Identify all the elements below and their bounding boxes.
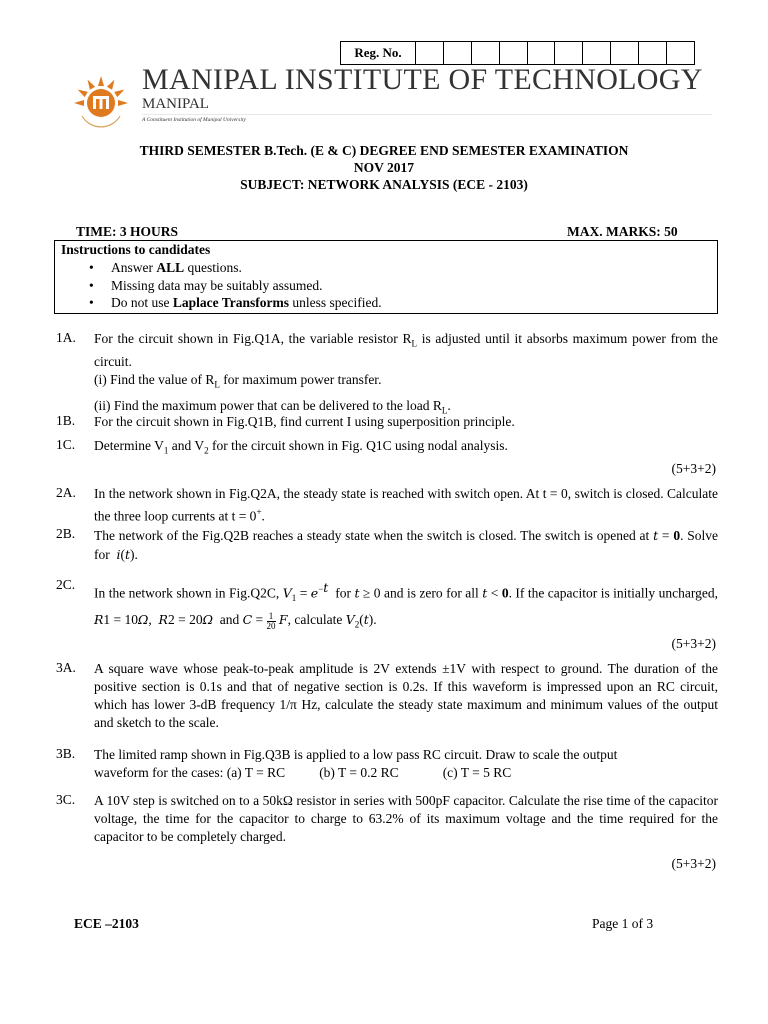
- reg-no-box: [340, 41, 695, 65]
- reg-no-cell: [472, 42, 500, 64]
- instruction-item: • Missing data may be suitably assumed.: [111, 277, 382, 295]
- institute-name: MANIPAL INSTITUTE OF TECHNOLOGY: [142, 63, 703, 96]
- reg-no-cell: [611, 42, 639, 64]
- instructions-title: Instructions to candidates: [61, 242, 211, 257]
- question-number: 2A.: [56, 485, 76, 500]
- reg-no-cell: [528, 42, 556, 64]
- reg-no-cell: [639, 42, 667, 64]
- reg-no-cell: [667, 42, 694, 64]
- question-number: 1A.: [56, 330, 76, 345]
- instructions-list: [55, 259, 382, 312]
- question-number: 1B.: [56, 413, 76, 428]
- instruction-item: • Do not use Laplace Transforms unless specified.: [111, 294, 382, 312]
- question-number: 2C.: [56, 577, 76, 592]
- institute-subtitle: A Constituent Institution of Manipal University: [142, 117, 246, 123]
- question-number: 3A.: [56, 660, 76, 675]
- exam-time: TIME: 3 HOURS: [76, 224, 179, 239]
- question-1a: For the circuit shown in Fig.Q1A, the variable resistor $R_L$ is adjusted until it absorbs maximum power from the circuit. (i) Find the value of $R_L$ for maximum power transfer. (ii) Find the maximum power that can be delivered to the load $R_L$.: [94, 331, 718, 417]
- reg-no-cell: [583, 42, 611, 64]
- question-number: 2B.: [56, 526, 76, 541]
- marks-allocation: (5+3+2): [671, 461, 716, 476]
- question-3a: A square wave whose peak-to-peak amplitude is 2V extends ±1V with respect to ground. The duration of the positive section is 0.1s and that of negative section is 0.2s. If this waveform is impressed upon an RC circuit, which has lower 3-dB frequency 1/π Hz, calculate the steady state maximum and minimum values of the output and sketch to the scale.: [94, 661, 718, 730]
- question-1b: For the circuit shown in Fig.Q1B, find current I using superposition principle.: [94, 414, 515, 429]
- footer-course-code: ECE –2103: [74, 916, 139, 931]
- reg-no-cell: [444, 42, 472, 64]
- question-2b: The network of the Fig.Q2B reaches a steady state when the switch is closed. The switch is opened at t = 0. Solve for i(t).: [94, 528, 718, 562]
- question-3c: A 10V step is switched on to a 50kΩ resistor in series with 500pF capacitor. Calculate the rise time of the capacitor voltage, the time for the capacitor to charge to 63.2% of its maximum voltage and the time required for the capacitor to be completely charged.: [94, 793, 718, 844]
- reg-no-cell: [555, 42, 583, 64]
- question-2a: In the network shown in Fig.Q2A, the steady state is reached with switch open. At t = 0, switch is closed. Calculate the three loop currents at t = 0+.: [94, 486, 718, 524]
- reg-no-cell: [416, 42, 444, 64]
- institute-logo-icon: [70, 72, 132, 134]
- question-1c: Determine $V_1$ and $V_2$ for the circuit shown in Fig. Q1C using nodal analysis.: [94, 438, 508, 456]
- question-number: 3C.: [56, 792, 76, 807]
- exam-title: THIRD SEMESTER B.Tech. (E & C) DEGREE END SEMESTER EXAMINATION: [139, 143, 629, 158]
- exam-date: NOV 2017: [353, 160, 415, 175]
- marks-allocation: (5+3+2): [671, 636, 716, 651]
- header-divider: [142, 114, 712, 115]
- footer-page-number: Page 1 of 3: [592, 916, 654, 931]
- question-number: 1C.: [56, 437, 76, 452]
- exam-subject: SUBJECT: NETWORK ANALYSIS (ECE - 2103): [240, 177, 528, 192]
- question-2c: In the network shown in Fig.Q2C, $V_1 = e^{-t}$ for t ≥ 0 and is zero for all t < 0. If the capacitor is initially uncharged, R1 = 10Ω, R2 = 20Ω and C = $\frac{1}{20}$ F, calculate $V_2(t)$.: [94, 580, 718, 631]
- marks-allocation: (5+3+2): [671, 856, 716, 871]
- institute-city: MANIPAL: [142, 96, 209, 112]
- reg-no-cell: [500, 42, 528, 64]
- exam-max-marks: MAX. MARKS: 50: [567, 224, 678, 239]
- question-number: 3B.: [56, 746, 76, 761]
- question-3b: The limited ramp shown in Fig.Q3B is applied to a low pass RC circuit. Draw to scale the output waveform for the cases: (a) T = RC (b) T = 0.2 RC (c) T = 5 RC: [94, 747, 618, 780]
- instruction-item: • Answer ALL questions.: [111, 259, 382, 277]
- instructions-box: [54, 240, 718, 314]
- reg-no-label: Reg. No.: [341, 42, 416, 64]
